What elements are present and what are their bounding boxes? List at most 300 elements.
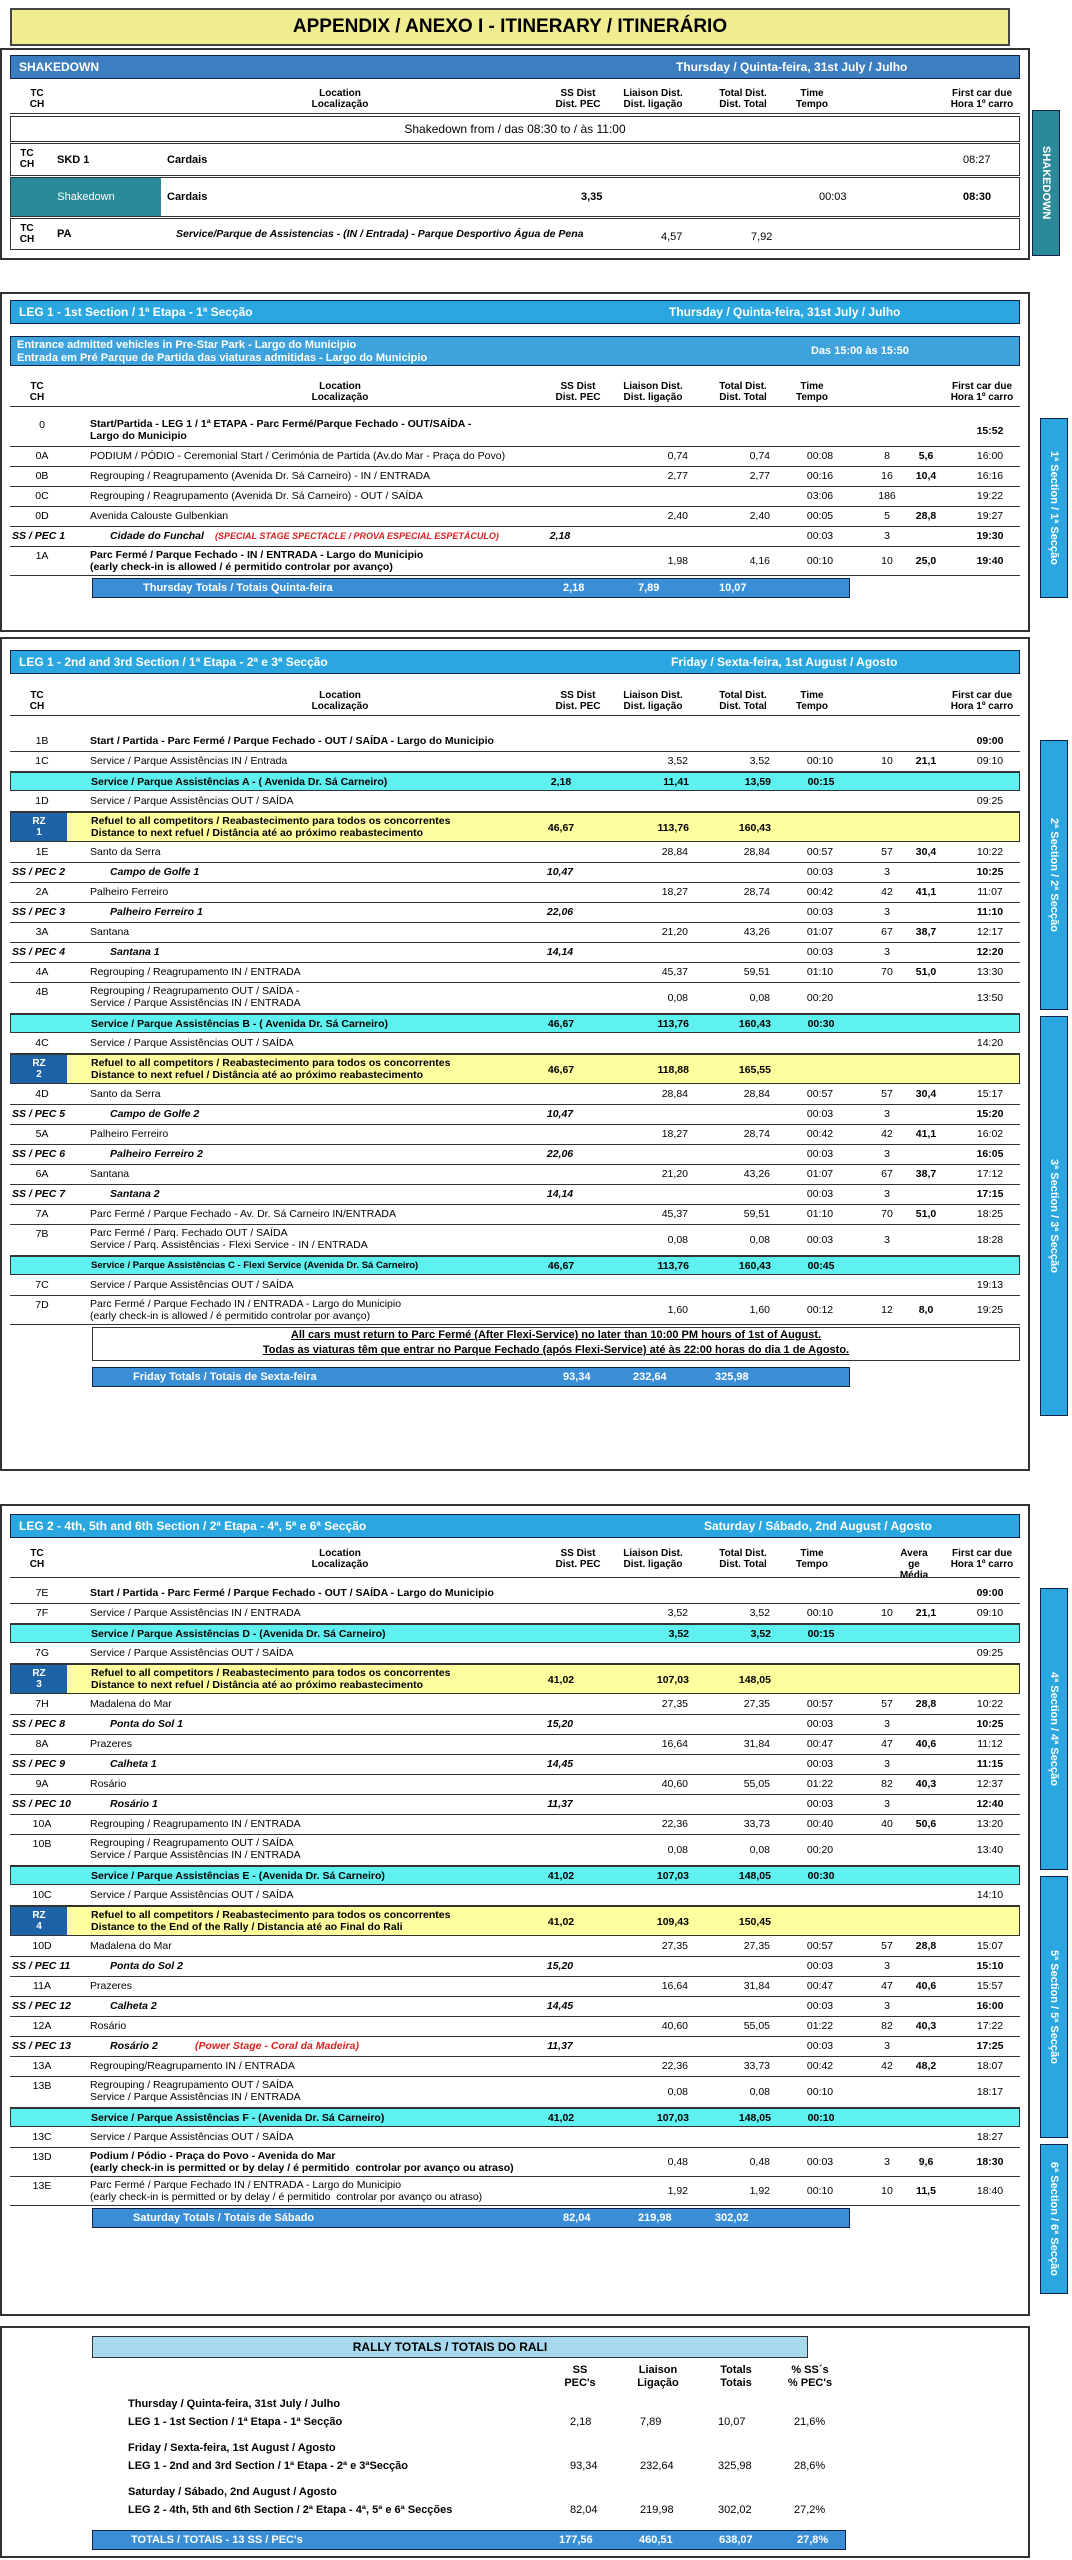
- header-fc: First car due Hora 1º carro: [950, 1548, 1014, 1570]
- location: Refuel to all competitors / Reabastecimento para todos os concorrentes Distance to next refuel / Distância até ao próximo reabastecimento: [91, 1667, 451, 1691]
- first-car: 09:10: [976, 755, 1004, 767]
- average-speed: 28,8: [915, 1940, 937, 1952]
- rt-header-percent: % SS´s % PEC's: [787, 2364, 833, 2389]
- first-car: 08:27: [963, 154, 991, 166]
- first-car: 18:07: [976, 2060, 1004, 2072]
- liaison-dist: 21,20: [661, 1168, 688, 1180]
- location: Service / Parque Assistências OUT / SAÍDA: [90, 2131, 294, 2143]
- service-row: [10, 2108, 1020, 2127]
- first-car: 09:25: [976, 1647, 1004, 1659]
- location: Palheiro Ferreiro 2: [110, 1148, 203, 1160]
- control-code: 6A: [35, 1168, 49, 1180]
- control-code: 5A: [35, 1128, 49, 1140]
- header-to: Total Dist. Dist. Total: [719, 381, 767, 403]
- first-car: 10:25: [976, 866, 1004, 878]
- liaison-dist: 113,76: [657, 822, 689, 834]
- average-minutes: 186: [878, 490, 896, 502]
- leg1-s23-band: [10, 650, 1020, 674]
- average-speed: 38,7: [915, 1168, 937, 1180]
- time: 01:10: [806, 966, 834, 978]
- first-car: 11:12: [977, 1738, 1003, 1750]
- band-date: Thursday / Quinta-feira, 31st July / Julho: [669, 305, 901, 319]
- first-car: 15:52: [976, 425, 1004, 437]
- first-car: 08:30: [963, 191, 992, 203]
- total-dist: 55,05: [743, 1778, 770, 1790]
- liaison-dist: 1,92: [667, 2185, 688, 2197]
- grand-ss: 177,56: [559, 2534, 593, 2546]
- location: Parc Fermé / Parque Fechado IN / ENTRADA - Largo do Municipio (early check-in is allowed / é permitido controlar por avanço): [90, 1298, 402, 1322]
- first-car: 18:28: [976, 1234, 1004, 1246]
- average-minutes: 3: [884, 1718, 890, 1730]
- total-dist: 59,51: [743, 1208, 770, 1220]
- average-minutes: 3: [884, 906, 890, 918]
- subband-text: Entrance admitted vehicles in Pre-Star Park - Largo do Municipio Entrada em Pré Parque de Partida das viaturas admitidas - Largo do Municipio: [17, 339, 428, 364]
- ss-dist: 46,67: [547, 1064, 575, 1076]
- special-stage-row: [10, 1957, 1020, 1977]
- control-code: 10C: [32, 1889, 52, 1901]
- location: Santana 1: [110, 946, 160, 958]
- itinerary-row: [10, 1937, 1020, 1957]
- leg2-header: [0, 1544, 1030, 1581]
- first-car: 11:10: [976, 906, 1004, 918]
- itinerary-row: [10, 1695, 1020, 1715]
- first-car: 19:40: [976, 555, 1004, 567]
- rt-header-ss: SS PEC's: [564, 2364, 596, 2389]
- first-car: 15:20: [976, 1108, 1004, 1120]
- totals-ss: 93,34: [563, 1371, 591, 1383]
- itinerary-row: [10, 2177, 1020, 2206]
- time: 01:07: [806, 1168, 834, 1180]
- total-dist: 43,26: [743, 926, 770, 938]
- liaison-dist: 22,36: [661, 1818, 688, 1830]
- leg1-s1-band: [10, 300, 1020, 324]
- control-code: 4B: [35, 986, 49, 998]
- liaison-dist: 18,27: [661, 886, 688, 898]
- band-title: LEG 1 - 2nd and 3rd Section / 1ª Etapa - 2ª e 3ª Secção: [19, 655, 328, 669]
- total-dist: 43,26: [743, 1168, 770, 1180]
- itinerary-row: [10, 447, 1020, 467]
- first-car: 16:00: [976, 450, 1004, 462]
- first-car: 18:27: [976, 2131, 1004, 2143]
- itinerary-row: [10, 792, 1020, 812]
- control-code: SS / PEC 4: [12, 946, 66, 958]
- control-code: SS / PEC 11: [12, 1960, 71, 1972]
- location: Regrouping/Reagrupamento IN / ENTRADA: [90, 2060, 295, 2072]
- total-dist: 28,74: [743, 886, 770, 898]
- header-loc: Location Localização: [311, 690, 369, 712]
- control-code: 7C: [35, 1279, 49, 1291]
- average-speed: 50,6: [915, 1818, 937, 1830]
- grand-percent: 27,8%: [797, 2534, 829, 2546]
- location: Service/Parque de Assistencias - (IN / Entrada) - Parque Desportivo Água de Pena: [176, 228, 584, 240]
- location: Service / Parque Assistências OUT / SAÍDA: [90, 1889, 294, 1901]
- average-speed: 51,0: [915, 1208, 937, 1220]
- shakedown-row-stage: [10, 177, 1020, 217]
- liaison-dist: 118,88: [657, 1064, 689, 1076]
- side-tab-section5: 5ª Section / 5ª Secção: [1040, 1876, 1068, 2138]
- shakedown-stage-label: Shakedown: [11, 178, 161, 216]
- total-dist: 31,84: [743, 1980, 770, 1992]
- itinerary-row: [10, 1886, 1020, 1906]
- shakedown-row-pa: [10, 218, 1020, 250]
- group-li: 7,89: [640, 2416, 662, 2428]
- itinerary-row: [10, 1085, 1020, 1105]
- group-pc: 21,6%: [794, 2416, 826, 2428]
- location: Regrouping / Reagrupamento OUT / SAÍDA - Service / Parque Assistências IN / ENTRADA: [90, 985, 301, 1009]
- itinerary-row: [10, 547, 1020, 576]
- location: Parc Fermé / Parque Fechado - IN / ENTRADA - Largo do Municipio (early check-in is allowed / é permitido controlar por avanço): [90, 549, 424, 573]
- header-li: Liaison Dist. Dist. ligação: [623, 690, 683, 712]
- itinerary-row: [10, 1735, 1020, 1755]
- liaison-dist: 0,08: [667, 992, 688, 1004]
- total-dist: 28,74: [743, 1128, 770, 1140]
- first-car: 13:20: [976, 1818, 1004, 1830]
- shakedown-band-date: Thursday / Quinta-feira, 31st July / Julho: [676, 60, 908, 74]
- first-car: 12:37: [976, 1778, 1004, 1790]
- totals-li: 7,89: [638, 582, 660, 594]
- liaison-dist: 109,43: [656, 1916, 689, 1928]
- ss-dist: 2,18: [550, 776, 572, 788]
- itinerary-row: [10, 752, 1020, 772]
- header-ti: Time Tempo: [795, 381, 829, 403]
- control-code: 13B: [32, 2080, 52, 2092]
- liaison-dist: 16,64: [661, 1980, 688, 1992]
- control-code: 10A: [32, 1818, 52, 1830]
- group-to: 10,07: [718, 2416, 746, 2428]
- average-speed: 10,4: [915, 470, 937, 482]
- location: Podium / Pódio - Praça do Povo - Avenida do Mar (early check-in is permitted or by delay / é permitido controlar por avanço ou atraso): [90, 2150, 514, 2174]
- itinerary-row: [10, 1775, 1020, 1795]
- time: 00:03: [806, 1108, 834, 1120]
- notice-line: All cars must return to Parc Fermé (After Flexi-Service) no later than 10:00 PM hours of 1st of August.: [290, 1329, 822, 1341]
- average-speed: 21,1: [915, 755, 937, 767]
- location: Service / Parque Assistências OUT / SAÍDA: [90, 1037, 294, 1049]
- location: Santana: [90, 1168, 130, 1180]
- liaison-dist: 4,57: [661, 231, 683, 243]
- refuel-row: [10, 1054, 1020, 1084]
- special-stage-row: [10, 1997, 1020, 2017]
- location: Campo de Golfe 1: [110, 866, 200, 878]
- totals-li: 232,64: [633, 1371, 667, 1383]
- totals-ss: 2,18: [563, 582, 585, 594]
- tc-label: TC CH: [19, 148, 35, 170]
- control-code: 13D: [32, 2151, 52, 2163]
- control-code: 0: [39, 419, 45, 431]
- control-code: 1A: [35, 550, 49, 562]
- refuel-zone-badge: RZ 1: [11, 813, 67, 841]
- side-tab-section4: 4ª Section / 4ª Secção: [1040, 1588, 1068, 1870]
- header-divider: [10, 1577, 1020, 1578]
- average-minutes: 3: [884, 2000, 890, 2012]
- average-minutes: 82: [881, 2020, 893, 2032]
- itinerary-row: [10, 1165, 1020, 1185]
- liaison-dist: 28,84: [661, 1088, 688, 1100]
- ss-dist: 41,02: [547, 1916, 575, 1928]
- refuel-zone-badge: RZ 3: [11, 1665, 67, 1693]
- thursday-totals: [92, 578, 850, 598]
- service-row: [10, 1866, 1020, 1885]
- total-dist: 165,55: [738, 1064, 771, 1076]
- location: Service / Parque Assistências B - ( Avenida Dr. Sá Carneiro): [91, 1018, 389, 1030]
- average-minutes: 42: [881, 2060, 893, 2072]
- total-dist: 27,35: [743, 1940, 770, 1952]
- liaison-dist: 0,08: [667, 1844, 688, 1856]
- time: 00:10: [806, 2086, 834, 2098]
- average-speed: 48,2: [915, 2060, 937, 2072]
- liaison-dist: 0,48: [667, 2156, 688, 2168]
- leg1-s1-header: [0, 377, 1030, 407]
- page-title: APPENDIX / ANEXO I - ITINERARY / ITINERÁRIO: [10, 8, 1010, 46]
- first-car: 10:22: [976, 846, 1004, 858]
- liaison-dist: 45,37: [661, 1208, 688, 1220]
- location: Service / Parque Assistências OUT / SAÍDA: [90, 795, 294, 807]
- liaison-dist: 0,74: [667, 450, 688, 462]
- first-car: 19:13: [976, 1279, 1004, 1291]
- grand-liaison: 460,51: [639, 2534, 673, 2546]
- control-code: 2A: [35, 886, 49, 898]
- location: Refuel to all competitors / Reabastecimento para todos os concorrentes Distance to next refuel / Distância até ao próximo reabastecimento: [91, 815, 451, 839]
- average-minutes: 16: [881, 470, 893, 482]
- first-car: 09:25: [976, 795, 1004, 807]
- liaison-dist: 40,60: [661, 1778, 688, 1790]
- location: Service / Parque Assistências OUT / SAÍDA: [90, 1279, 294, 1291]
- total-dist: 33,73: [743, 1818, 770, 1830]
- group-pc: 28,6%: [794, 2460, 826, 2472]
- liaison-dist: 21,20: [661, 926, 688, 938]
- ss-dist: 10,47: [546, 1108, 574, 1120]
- location: Start / Partida - Parc Fermé / Parque Fechado - OUT / SAÍDA - Largo do Municipio: [90, 1587, 494, 1599]
- total-dist: 160,43: [738, 1018, 771, 1030]
- itinerary-row: [10, 1835, 1020, 1866]
- first-car: 15:07: [976, 1940, 1004, 1952]
- control-code: 7D: [35, 1299, 49, 1311]
- refuel-zone-badge: RZ 4: [11, 1907, 67, 1935]
- average-minutes: 67: [881, 926, 893, 938]
- header-to: Total Dist. Dist. Total: [719, 690, 767, 712]
- time: 00:03: [806, 530, 834, 542]
- itinerary-row: [10, 1296, 1020, 1325]
- header-ss: SS Dist Dist. PEC: [555, 1548, 601, 1570]
- totals-label: Friday Totals / Totais de Sexta-feira: [133, 1371, 317, 1383]
- ss-dist: 15,20: [546, 1718, 574, 1730]
- location: Prazeres: [90, 1980, 133, 1992]
- refuel-row: [10, 812, 1020, 842]
- average-minutes: 40: [881, 1818, 893, 1830]
- location: Service / Parque Assistências C - Flexi Service (Avenida Dr. Sá Carneiro): [91, 1260, 419, 1271]
- first-car: 17:15: [976, 1188, 1004, 1200]
- location: Madalena do Mar: [90, 1698, 172, 1710]
- liaison-dist: 3,52: [668, 1628, 689, 1640]
- ss-dist: 14,14: [546, 1188, 574, 1200]
- control-code: 4D: [35, 1088, 49, 1100]
- control-code: 4A: [35, 966, 49, 978]
- ss-dist: 3,35: [581, 191, 603, 203]
- header-ss: SS Dist Dist. PEC: [555, 88, 601, 110]
- location: Rosário: [90, 1778, 127, 1790]
- tc-code: SKD 1: [57, 154, 90, 166]
- location: Refuel to all competitors / Reabastecimento para todos os concorrentes Distance to next refuel / Distância até ao próximo reabastecimento: [91, 1057, 451, 1081]
- control-code: 1E: [35, 846, 49, 858]
- time: 00:10: [807, 2112, 835, 2124]
- special-stage-row: [10, 1795, 1020, 1815]
- total-dist: 3,52: [749, 755, 770, 767]
- first-car: 16:02: [976, 1128, 1004, 1140]
- liaison-dist: 113,76: [657, 1018, 689, 1030]
- average-speed: 28,8: [915, 510, 937, 522]
- liaison-dist: 22,36: [661, 2060, 688, 2072]
- group-day: Friday / Sexta-feira, 1st August / Agosto: [128, 2442, 336, 2454]
- liaison-dist: 0,08: [667, 1234, 688, 1246]
- first-car: 09:10: [976, 1607, 1004, 1619]
- average-minutes: 3: [884, 1960, 890, 1972]
- total-dist: 1,92: [749, 2185, 770, 2197]
- total-dist: 3,52: [750, 1628, 771, 1640]
- time: 00:03: [806, 1188, 834, 1200]
- control-code: 8A: [35, 1738, 49, 1750]
- location: Service / Parque Assistências E - (Avenida Dr. Sá Carneiro): [91, 1870, 385, 1882]
- liaison-dist: 16,64: [661, 1738, 688, 1750]
- itinerary-row: [10, 1125, 1020, 1145]
- liaison-dist: 11,41: [663, 776, 689, 788]
- special-stage-row: [10, 2037, 1020, 2057]
- total-dist: 59,51: [743, 966, 770, 978]
- control-code: 7A: [35, 1208, 49, 1220]
- time: 00:03: [806, 2040, 834, 2052]
- header-fc: First car due Hora 1º carro: [950, 381, 1014, 403]
- ss-dist: 14,45: [546, 1758, 574, 1770]
- liaison-dist: 28,84: [661, 846, 688, 858]
- total-dist: 28,84: [743, 846, 770, 858]
- total-dist: 4,16: [749, 555, 770, 567]
- liaison-dist: 107,03: [656, 2112, 689, 2124]
- shakedown-header: [0, 84, 1030, 114]
- first-car: 17:12: [976, 1168, 1004, 1180]
- shakedown-band: [10, 55, 1020, 79]
- parc-ferme-notice: [92, 1327, 1020, 1361]
- header-ti: Time Tempo: [795, 1548, 829, 1570]
- control-code: 1B: [35, 735, 49, 747]
- group-li: 219,98: [640, 2504, 674, 2516]
- side-tab-section2: 2ª Section / 2ª Secção: [1040, 740, 1068, 1010]
- leg2-band: [10, 1514, 1020, 1538]
- liaison-dist: 27,35: [661, 1698, 688, 1710]
- average-speed: 41,1: [915, 886, 937, 898]
- control-code: SS / PEC 8: [12, 1718, 66, 1730]
- header-loc: Location Localização: [311, 1548, 369, 1570]
- ss-dist: 14,14: [546, 946, 574, 958]
- time: 00:03: [806, 1234, 834, 1246]
- rt-header-liaison: Liaison Ligação: [637, 2364, 679, 2389]
- location: Rosário 2: [110, 2040, 158, 2052]
- first-car: 17:25: [976, 2040, 1004, 2052]
- time: 01:22: [806, 2020, 834, 2032]
- itinerary-row: [10, 983, 1020, 1014]
- grand-label: TOTALS / TOTAIS - 13 SS / PEC's: [131, 2534, 303, 2546]
- liaison-dist: 107,03: [656, 1870, 689, 1882]
- total-dist: 0,48: [749, 2156, 770, 2168]
- liaison-dist: 113,76: [657, 1260, 689, 1272]
- totals-to: 10,07: [719, 582, 747, 594]
- time: 00:47: [806, 1738, 834, 1750]
- first-car: 10:25: [976, 1718, 1004, 1730]
- liaison-dist: 0,08: [667, 2086, 688, 2098]
- average-speed: 40,6: [915, 1738, 937, 1750]
- group-li: 232,64: [640, 2460, 674, 2472]
- header-divider: [10, 113, 1020, 114]
- average-speed: 38,7: [915, 926, 937, 938]
- liaison-dist: 2,40: [667, 510, 688, 522]
- time: 00:03: [806, 1718, 834, 1730]
- header-tc: TC CH: [29, 690, 45, 712]
- header-loc: Location Localização: [311, 88, 369, 110]
- special-stage-row: [10, 1145, 1020, 1165]
- ss-dist: 41,02: [547, 1870, 575, 1882]
- first-car: 09:00: [976, 735, 1004, 747]
- control-code: 0C: [35, 490, 49, 502]
- location: Service / Parque Assistências IN / Entrada: [90, 755, 288, 767]
- first-car: 18:40: [976, 2185, 1004, 2197]
- first-car: 15:17: [976, 1088, 1004, 1100]
- location: Parc Fermé / Parq. Fechado OUT / SAÍDA Service / Parq. Assistências - Flexi Service - IN / ENTRADA: [90, 1227, 368, 1251]
- location: Regrouping / Reagrupamento IN / ENTRADA: [90, 966, 301, 978]
- location: Calheta 1: [110, 1758, 157, 1770]
- service-row: [10, 1014, 1020, 1033]
- group-day: Saturday / Sábado, 2nd August / Agosto: [128, 2486, 337, 2498]
- totals-label: Thursday Totals / Totais Quinta-feira: [143, 582, 333, 594]
- refuel-zone-badge: RZ 2: [11, 1055, 67, 1083]
- average-minutes: 42: [881, 886, 893, 898]
- average-minutes: 3: [884, 1108, 890, 1120]
- total-dist: 3,52: [749, 1607, 770, 1619]
- time: 00:10: [806, 1607, 834, 1619]
- first-car: 15:57: [976, 1980, 1004, 1992]
- ss-dist: 46,67: [547, 1018, 575, 1030]
- itinerary-row: [10, 963, 1020, 983]
- location: Palheiro Ferreiro 1: [110, 906, 203, 918]
- itinerary-row: [10, 1644, 1020, 1664]
- ss-dist: 15,20: [546, 1960, 574, 1972]
- ss-dist: 14,45: [546, 2000, 574, 2012]
- itinerary-row: [10, 2128, 1020, 2148]
- location: Santana: [90, 926, 130, 938]
- liaison-dist: 3,52: [667, 755, 688, 767]
- location: Palheiro Ferreiro: [90, 1128, 169, 1140]
- time: 00:20: [806, 992, 834, 1004]
- average-minutes: 3: [884, 946, 890, 958]
- control-code: 13C: [32, 2131, 52, 2143]
- total-dist: 0,08: [749, 1844, 770, 1856]
- total-dist: 150,45: [738, 1916, 771, 1928]
- special-stage-row: [10, 903, 1020, 923]
- location: Cardais: [167, 154, 208, 166]
- header-fc: First car due Hora 1º carro: [950, 88, 1014, 110]
- special-stage-row: [10, 863, 1020, 883]
- liaison-dist: 45,37: [661, 966, 688, 978]
- itinerary-row: [10, 2148, 1020, 2177]
- average-speed: 11,5: [916, 2185, 936, 2197]
- ss-dist: 46,67: [547, 822, 575, 834]
- control-code: 1D: [35, 795, 49, 807]
- total-dist: 7,92: [751, 231, 773, 243]
- average-minutes: 47: [881, 1980, 893, 1992]
- ss-dist: 11,37: [547, 2040, 573, 2052]
- special-stage-row: [10, 1755, 1020, 1775]
- group-leg: LEG 1 - 1st Section / 1ª Etapa - 1ª Secção: [128, 2416, 343, 2428]
- time: 01:22: [806, 1778, 834, 1790]
- control-code: 0B: [35, 470, 49, 482]
- leg1-s1-subband: [10, 336, 1020, 366]
- first-car: 11:15: [976, 1758, 1004, 1770]
